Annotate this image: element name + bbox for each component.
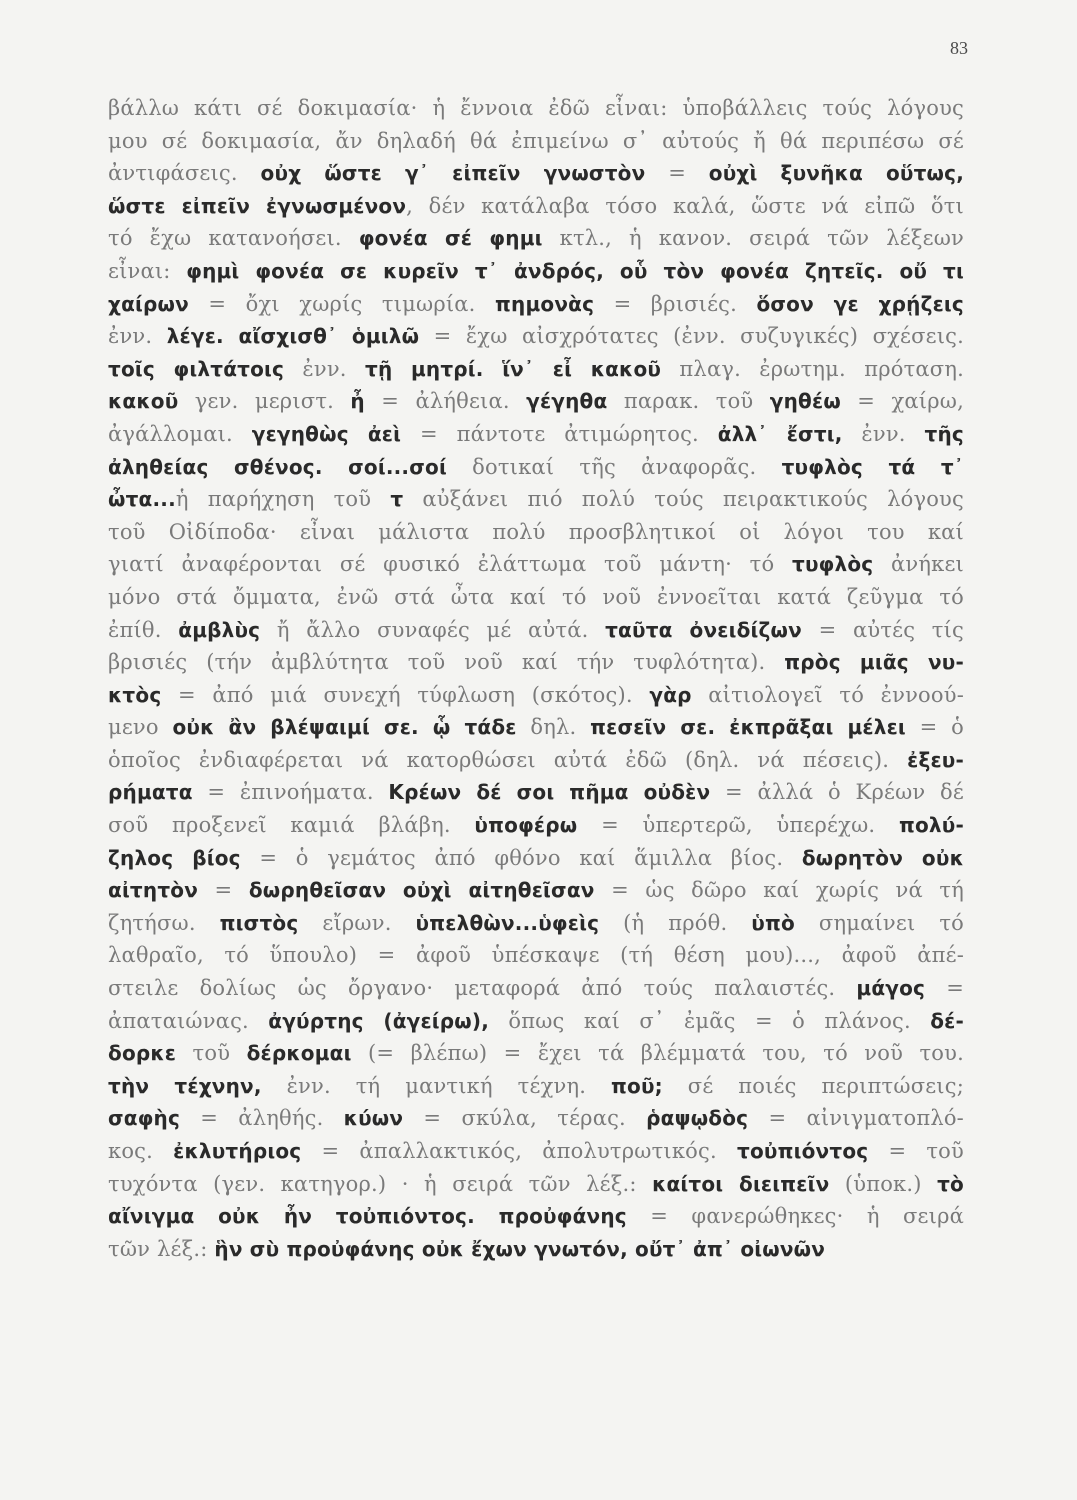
- lemma-term: ζηλος βίος: [108, 845, 241, 870]
- commentary-text: = αὐτές τίς: [801, 617, 964, 642]
- lemma-term: τῆς: [924, 421, 964, 446]
- text-line: [108, 711, 964, 744]
- commentary-text: , δέν κατάλαβα τόσο καλά, ὥστε νά εἰπῶ ὅτι: [406, 193, 964, 218]
- lemma-term: δωρητὸν οὐκ: [801, 845, 964, 870]
- text-line: [108, 222, 964, 255]
- lemma-term: ῥαψῳδὸς: [646, 1106, 749, 1131]
- commentary-text: = ἀληθής.: [180, 1106, 344, 1131]
- text-line: [108, 451, 964, 484]
- lemma-term: ταῦτα ὀνειδίζων: [605, 617, 802, 642]
- commentary-text: εἴρων.: [298, 910, 416, 935]
- commentary-text: ὅπως καί σ᾽ ἐμᾶς = ὁ πλάνος.: [489, 1008, 931, 1033]
- lemma-term: τὸ: [937, 1171, 964, 1196]
- text-line: [108, 548, 964, 581]
- text-line: [108, 1233, 964, 1266]
- lemma-term: φημὶ φονέα σε κυρεῖν τ᾽ ἀνδρός, οὗ τὸν φονέα ζητεῖς. οὔ τι: [186, 258, 964, 283]
- commentary-text: πλαγ. ἐρωτημ. πρόταση.: [661, 356, 964, 381]
- commentary-text: = φανερώθηκες· ἡ σειρά: [626, 1204, 964, 1229]
- commentary-text: = χαίρω,: [840, 389, 964, 414]
- commentary-text: =: [198, 878, 249, 903]
- lemma-term: ὥστε εἰπεῖν ἐγνωσμένον: [108, 193, 407, 218]
- commentary-text: ἐπίθ.: [108, 617, 179, 642]
- lemma-term: κύων: [343, 1106, 404, 1131]
- commentary-text: ἐνν.: [284, 356, 365, 381]
- text-line: [108, 614, 964, 647]
- commentary-text: = ὡς δῶρο καί χωρίς νά τή: [594, 878, 964, 903]
- commentary-text: ἀντιφάσεις.: [108, 161, 261, 186]
- text-line: [108, 1037, 964, 1070]
- commentary-text: ἀνήκει: [873, 552, 964, 577]
- text-line: [108, 646, 964, 679]
- text-line: [108, 1135, 964, 1168]
- lemma-term: γηθέω: [769, 389, 841, 414]
- lemma-term: χαίρων: [108, 291, 189, 316]
- lemma-term: δωρηθεῖσαν οὐχὶ αἰτηθεῖσαν: [248, 878, 595, 903]
- text-line: [108, 1005, 964, 1038]
- commentary-text: = πάντοτε ἀτιμώρητος.: [401, 421, 718, 446]
- lemma-term: κτὸς: [108, 682, 162, 707]
- lemma-term: ἐξευ-: [907, 747, 964, 772]
- commentary-text: τῶν λέξ.:: [108, 1236, 215, 1261]
- commentary-text: δηλ.: [516, 715, 591, 740]
- commentary-text: = ἔχω αἰσχρότατες (ἐνν. συζυγικές) σχέσεις.: [419, 324, 964, 349]
- commentary-text: = ἀπό μιά συνεχή τύφλωση (σκότος).: [161, 682, 650, 707]
- text-line: [108, 157, 964, 190]
- text-line: [108, 972, 964, 1005]
- text-line: [108, 842, 964, 875]
- lemma-term: ἀγύρτης (ἀγείρω),: [268, 1008, 490, 1033]
- commentary-text: μενο: [108, 715, 173, 740]
- commentary-text: τοῦ: [176, 1041, 247, 1066]
- commentary-text: γεν. μεριστ.: [178, 389, 351, 414]
- text-line: [108, 1168, 964, 1201]
- lemma-term: τοὐπιόντος: [736, 1139, 869, 1163]
- commentary-text: = ὑπερτερῶ, ὑπερέχω.: [577, 813, 899, 838]
- commentary-text: παρακ. τοῦ: [607, 389, 770, 414]
- lemma-term: δέ-: [930, 1008, 964, 1033]
- lemma-term: γέγηθα: [526, 389, 608, 414]
- lemma-term: τυφλὸς τά τ᾽: [781, 454, 964, 479]
- commentary-text: σέ ποιές περιπτώσεις;: [662, 1073, 964, 1098]
- text-line: [108, 125, 964, 158]
- body-text: [108, 92, 964, 1265]
- commentary-text: σημαίνει τό: [794, 910, 964, 935]
- commentary-text: ἀπαταιώνας.: [108, 1008, 269, 1033]
- lemma-term: τ: [390, 487, 404, 512]
- text-line: [108, 1102, 964, 1135]
- text-line: [108, 516, 964, 549]
- text-line: [108, 483, 964, 516]
- commentary-text: ἀγάλλομαι.: [108, 421, 252, 446]
- commentary-text: εἶναι:: [108, 258, 187, 283]
- commentary-text: αἰτιολογεῖ τό ἐννοού-: [691, 682, 964, 707]
- lemma-term: δορκε: [108, 1041, 177, 1066]
- commentary-text: τυχόντα (γεν. κατηγορ.) · ἡ σειρά τῶν λέξ.:: [108, 1171, 653, 1196]
- lemma-term: ὦτα...: [108, 487, 176, 512]
- text-line: [108, 385, 964, 418]
- commentary-text: ἐνν. τή μαντική τέχνη.: [261, 1073, 612, 1098]
- lemma-term: πρὸς μιᾶς νυ-: [784, 650, 964, 675]
- text-line: [108, 809, 964, 842]
- text-line: [108, 1070, 964, 1103]
- lemma-term: σαφὴς: [108, 1106, 181, 1131]
- text-line: [108, 776, 964, 809]
- commentary-text: = ἀλλά ὁ Κρέων δέ: [710, 780, 964, 805]
- commentary-text: αὐξάνει πιό πολύ τούς πειρακτικούς λόγους: [403, 487, 964, 512]
- commentary-text: κος.: [108, 1139, 174, 1163]
- commentary-text: μόνο στά ὄμματα, ἐνῶ στά ὦτα καί τό νοῦ ἐννοεῖται κατά ζεῦγμα τό: [108, 584, 964, 609]
- commentary-text: σοῦ προξενεῖ καμιά βλάβη.: [108, 813, 475, 838]
- commentary-text: = ἀπαλλακτικός, ἀπολυτρωτικός.: [301, 1139, 737, 1163]
- commentary-text: ἤ ἄλλο συναφές μέ αὐτά.: [260, 617, 606, 642]
- lemma-term: δέρκομαι: [246, 1041, 352, 1066]
- commentary-text: στειλε δολίως ὡς ὄργανο· μεταφορά ἀπό τούς παλαιστές.: [108, 976, 857, 1001]
- commentary-text: =: [645, 161, 709, 186]
- lemma-term: ρήματα: [108, 780, 193, 805]
- lemma-term: ἀλλ᾽ ἔστι,: [717, 421, 843, 446]
- text-line: [108, 288, 964, 321]
- lemma-term: τοῖς φιλτάτοις: [108, 356, 285, 381]
- text-line: [108, 939, 964, 972]
- commentary-text: ὁποῖος ἐνδιαφέρεται νά κατορθώσει αὐτά ἐδῶ (δηλ. νά πέσεις).: [108, 747, 908, 772]
- commentary-text: = ἐπινοήματα.: [192, 780, 389, 805]
- commentary-text: = ὁ: [905, 715, 964, 740]
- commentary-text: βάλλω κάτι σέ δοκιμασία· ἡ ἔννοια ἐδῶ εἶναι: ὑποβάλλεις τούς λόγους: [108, 96, 964, 120]
- lemma-term: ὅσον γε χρῄζεις: [756, 291, 964, 316]
- lemma-term: τῇ μητρί. ἵν᾽ εἶ κακοῦ: [364, 356, 662, 381]
- lemma-term: μάγος: [856, 976, 926, 1001]
- lemma-term: αἴνιγμα οὐκ ἦν τοὐπιόντος. προὐφάνης: [108, 1204, 627, 1229]
- text-line: [108, 907, 964, 940]
- commentary-text: τοῦ Οἰδίποδα· εἶναι μάλιστα πολύ προσβλητικοί οἱ λόγοι του καί: [108, 519, 964, 544]
- page-number: 83: [950, 38, 968, 58]
- text-line: [108, 418, 964, 451]
- lemma-term: ὑπὸ: [751, 910, 795, 935]
- commentary-text: = τοῦ: [868, 1139, 964, 1163]
- text-line: [108, 679, 964, 712]
- commentary-text: δοτικαί τῆς ἀναφορᾶς.: [446, 454, 782, 479]
- commentary-text: =: [925, 976, 964, 1001]
- lemma-term: ἦ: [350, 389, 365, 414]
- commentary-text: βρισιές (τήν ἀμβλύτητα τοῦ νοῦ καί τήν τυφλότητα).: [108, 650, 785, 675]
- lemma-term: Κρέων δέ σοι πῆμα οὐδὲν: [388, 780, 711, 805]
- lemma-term: ὑπελθὼν...ὑφεὶς: [415, 910, 600, 935]
- lemma-term: οὐχ ὥστε γ᾽ εἰπεῖν γνωστὸν: [260, 161, 646, 186]
- text-line: [108, 92, 964, 125]
- commentary-text: = ὁ γεμάτος ἀπό φθόνο καί ἅμιλλα βίος.: [240, 845, 802, 870]
- commentary-text: = αἰνιγματοπλό-: [748, 1106, 964, 1131]
- lemma-term: ἐκλυτήριος: [173, 1139, 302, 1163]
- lemma-term: πολύ-: [898, 813, 964, 838]
- lemma-term: ἣν σὺ προὐφάνης οὐκ ἔχων γνωτόν, οὔτ᾽ ἀπ᾽ οἰωνῶν: [214, 1236, 826, 1261]
- lemma-term: λέγε. αἴσχισθ᾽ ὁμιλῶ: [166, 324, 420, 349]
- lemma-term: αἰτητὸν: [108, 878, 199, 903]
- commentary-text: (= βλέπω) = ἔχει τά βλέμματά του, τό νοῦ του.: [351, 1041, 964, 1066]
- commentary-text: ζητήσω.: [108, 910, 220, 935]
- text-line: [108, 190, 964, 223]
- commentary-text: ἡ παρήχηση τοῦ: [175, 487, 391, 512]
- lemma-term: πημονὰς: [495, 291, 595, 316]
- lemma-term: τυφλὸς: [791, 552, 874, 577]
- lemma-term: γεγηθὼς ἀεὶ: [251, 421, 402, 446]
- commentary-text: = σκύλα, τέρας.: [403, 1106, 647, 1131]
- text-line: [108, 744, 964, 777]
- text-line: [108, 255, 964, 288]
- commentary-text: (ἡ πρόθ.: [599, 910, 752, 935]
- text-line: [108, 320, 964, 353]
- lemma-term: ἀληθείας σθένος. σοί...σοί: [108, 454, 447, 479]
- commentary-text: ἐνν.: [842, 421, 925, 446]
- commentary-text: = βρισιές.: [594, 291, 757, 316]
- commentary-text: κτλ., ἡ κανον. σειρά τῶν λέξεων: [542, 226, 964, 251]
- lemma-term: γὰρ: [649, 682, 692, 707]
- lemma-term: πιστὸς: [219, 910, 299, 935]
- lemma-term: οὐκ ἂν βλέψαιμί σε. ᾧ τάδε: [172, 715, 517, 740]
- commentary-text: = ἀλήθεια.: [364, 389, 527, 414]
- lemma-term: ὑποφέρω: [474, 813, 578, 838]
- commentary-text: = ὄχι χωρίς τιμωρία.: [188, 291, 495, 316]
- lemma-term: καίτοι διειπεῖν: [652, 1171, 830, 1196]
- lemma-term: ποῦ;: [611, 1073, 663, 1098]
- text-line: [108, 581, 964, 614]
- lemma-term: τὴν τέχνην,: [108, 1073, 262, 1098]
- commentary-text: γιατί ἀναφέρονται σέ φυσικό ἐλάττωμα τοῦ μάντη· τό: [108, 552, 792, 577]
- commentary-text: λαθραῖο, τό ὕπουλο) = ἀφοῦ ὑπέσκαψε (τή θέση μου)..., ἀφοῦ ἀπέ-: [108, 943, 964, 968]
- lemma-term: οὐχὶ ξυνῆκα οὕτως,: [708, 161, 964, 186]
- commentary-text: μου σέ δοκιμασία, ἄν δηλαδή θά ἐπιμείνω σ᾽ αὐτούς ἤ θά περιπέσω σέ: [108, 128, 964, 153]
- lemma-term: ἀμβλὺς: [178, 617, 261, 642]
- text-line: [108, 1200, 964, 1233]
- commentary-text: ἐνν.: [108, 324, 167, 349]
- lemma-term: φονέα σέ φημι: [358, 226, 543, 251]
- text-line: [108, 353, 964, 386]
- text-line: [108, 874, 964, 907]
- lemma-term: πεσεῖν σε. ἐκπρᾶξαι μέλει: [590, 715, 906, 740]
- commentary-text: τό ἔχω κατανοήσει.: [108, 226, 359, 251]
- lemma-term: κακοῦ: [108, 389, 179, 414]
- commentary-text: (ὑποκ.): [829, 1171, 938, 1196]
